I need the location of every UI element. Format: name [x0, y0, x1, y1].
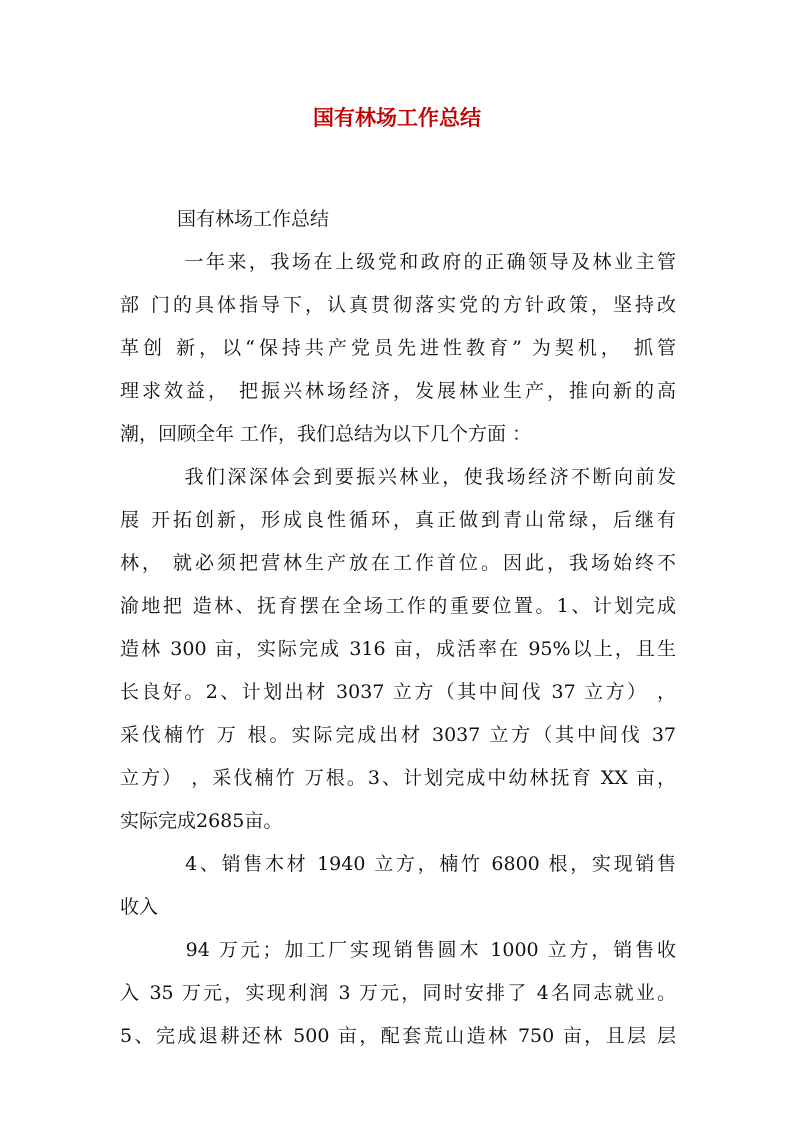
body-line: 收入 [120, 896, 159, 918]
body-line: 立方） ，采伐楠竹 万根。3、计划完成中幼林抚育 XX 亩， [120, 767, 676, 789]
body-line: 展 开拓创新，形成良性循环，真正做到青山常绿，后继有 [120, 509, 676, 531]
body-line: 94 万元；加工厂实现销售圆木 1000 立方，销售收 [120, 939, 676, 961]
body-line: 造林 300 亩，实际完成 316 亩，成活率在 95%以上，且生 [120, 638, 676, 660]
body-line: 5、完成退耕还林 500 亩，配套荒山造林 750 亩，且层 层 [120, 1025, 676, 1047]
document-title: 国有林场工作总结 [313, 105, 481, 130]
body-line: 理求效益， 把振兴林场经济，发展林业生产，推向新的高 [120, 380, 676, 402]
body-line: 长良好。2、计划出材 3037 立方（其中间伐 37 立方） ， [120, 681, 676, 703]
body-line: 潮，回顾全年 工作，我们总结为以下几个方面 ： [120, 423, 532, 445]
body-line: 入 35 万元，实现利润 3 万元，同时安排了 4名同志就业。 [120, 982, 676, 1004]
body-line: 渝地把 造林、抚育摆在全场工作的重要位置。1、计划完成 [120, 595, 676, 617]
body-line: 采伐楠竹 万 根。实际完成出材 3037 立方（其中间伐 37 [120, 724, 676, 746]
body-line: 林， 就必须把营林生产放在工作首位。因此，我场始终不 [120, 552, 676, 574]
body-line: 一年来，我场在上级党和政府的正确领导及林业主管 [120, 251, 676, 273]
body-line: 国有林场工作总结 [120, 208, 330, 230]
body-line: 我们深深体会到要振兴林业，使我场经济不断向前发 [120, 466, 676, 488]
body-line: 部 门的具体指导下，认真贯彻落实党的方针政策，坚持改 [120, 294, 676, 316]
body-line: 革创 新，以“保持共产党员先进性教育” 为契机， 抓管 [120, 337, 676, 359]
body-line: 实际完成2685亩。 [120, 810, 283, 832]
body-line: 4、销售木材 1940 立方，楠竹 6800 根，实现销售 [120, 853, 676, 875]
document-body [120, 198, 676, 1058]
